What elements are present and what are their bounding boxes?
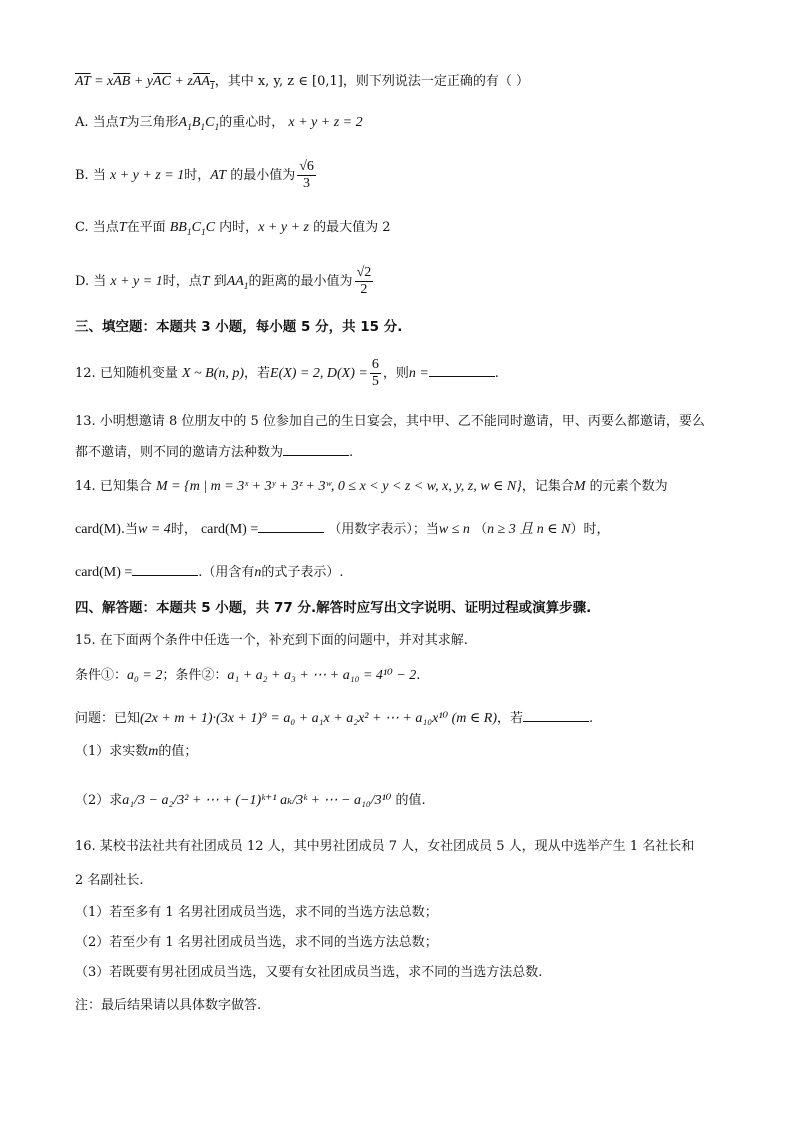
option-a — [75, 113, 754, 138]
fraction-numerator: 6 — [371, 357, 379, 372]
fraction — [370, 357, 381, 390]
condition: E(X) = 2, D(X) = — [270, 366, 368, 381]
equation: x + y + z = 2 — [288, 115, 363, 130]
option-text: 当点 — [92, 115, 119, 130]
question-text: （用数字表示）；当 — [328, 522, 439, 537]
option-text: 当 — [92, 168, 106, 183]
question-text: 的值； — [158, 744, 198, 759]
point-t: T — [201, 274, 210, 289]
option-d — [75, 262, 754, 307]
alternating-sum: a₁/3 − a₂/3² + ⋯ + (−1)ᵏ⁺¹ aₖ/3ᵏ + ⋯ − a₁₀/3¹⁰ — [122, 793, 392, 808]
question-text: .当 — [120, 522, 139, 537]
option-b — [75, 156, 754, 196]
option-c — [75, 218, 754, 243]
condition: w = 4 — [138, 522, 171, 537]
card-expression: card(M) = — [75, 565, 133, 580]
variable-m: m — [148, 744, 159, 759]
option-text: 的重心时， — [219, 115, 285, 130]
question-text: 的元素个数为 — [589, 479, 668, 494]
question-text: ，则 — [382, 366, 409, 381]
option-text: 在平面 — [126, 220, 166, 235]
vector-condition-text: ，其中 x, y, z ∈ [0,1]，则下列说法一定正确的有（ ） — [214, 74, 529, 89]
question-16-note: 注：最后结果请以具体数字做答. — [75, 998, 262, 1013]
question-text: . — [416, 668, 421, 683]
question-text: （2）求 — [75, 793, 123, 808]
question-13-line-1: 13. 小明想邀请 8 位朋友中的 5 位参加自己的生日宴会，其中甲、乙不能同时邀请，甲、丙要么都邀请，要么 — [75, 414, 705, 429]
question-text: 问题：已知 — [75, 711, 141, 726]
card-expression: card(M) = — [200, 522, 259, 537]
option-letter: A. — [75, 115, 89, 130]
question-text: 的式子表示）. — [261, 565, 344, 580]
option-text: 的最大值为 2 — [313, 220, 391, 235]
question-text: . — [589, 711, 594, 726]
question-text: .（用含有 — [198, 565, 255, 580]
section-4-title: 四、解答题：本题共 5 小题，共 77 分.解答时应写出文字说明、证明过程或演算步骤. — [75, 600, 592, 616]
question-15-part-1 — [75, 742, 754, 762]
point-t: T — [118, 115, 127, 130]
question-16-part-2: （2）若至少有 1 名男社团成员当选，求不同的当选方法总数； — [75, 935, 438, 950]
answer-blank[interactable] — [429, 362, 495, 377]
triangle-name: $A_1B_1C_1$ — [178, 115, 220, 133]
option-text: 时，点 — [162, 274, 202, 289]
question-16-part-3: （3）若既要有男社团成员当选，又要有女社团成员当选，求不同的当选方法总数. — [75, 965, 543, 980]
option-letter: C. — [75, 220, 89, 235]
card-expression: card(M) — [75, 522, 121, 537]
condition-2: a₁ + a₂ + a₃ + ⋯ + a₁₀ = 4¹⁰ − 2 — [227, 668, 417, 683]
question-15-part-2 — [75, 781, 754, 821]
condition: w ≤ n — [438, 522, 470, 537]
option-text: 到 — [213, 274, 227, 289]
fraction-denominator: 5 — [371, 374, 379, 389]
option-text: 为三角形 — [126, 115, 179, 130]
question-text: （ — [474, 522, 488, 537]
option-text: 当点 — [92, 220, 119, 235]
question-14-line-1 — [75, 477, 754, 497]
segment: AT — [210, 168, 227, 183]
question-15-conditions — [75, 666, 754, 686]
question-16-part-1: （1）若至多有 1 名男社团成员当选，求不同的当选方法总数； — [75, 905, 438, 920]
variable-n: n — [254, 565, 262, 580]
fraction-denominator: 3 — [303, 176, 311, 191]
fraction — [297, 159, 316, 192]
condition: x + y + z = 1 — [109, 168, 185, 183]
answer-blank[interactable] — [523, 707, 589, 722]
question-text: 都不邀请，则不同的邀请方法种数为 — [75, 445, 284, 460]
question-text: ）时， — [570, 522, 610, 537]
condition: n ≥ 3 且 n ∈ N — [487, 522, 571, 537]
question-14-line-2 — [75, 518, 754, 540]
question-text: （1）求实数 — [75, 744, 149, 759]
question-text: ；条件②： — [162, 668, 228, 683]
question-number: 14. — [75, 479, 96, 494]
fraction-denominator: 2 — [360, 282, 368, 297]
line-name: $AA_1$ — [226, 274, 249, 292]
option-letter: B. — [75, 168, 89, 183]
fraction — [355, 265, 374, 298]
question-16-line-2: 2 名副社长. — [75, 873, 144, 888]
vector-condition-line — [75, 72, 754, 97]
question-text: . — [494, 366, 499, 381]
question-text: 已知集合 — [99, 479, 152, 494]
distribution: X ~ B(n, p) — [181, 366, 244, 381]
set-definition: M = {m | m = 3ˣ + 3ʸ + 3ᶻ + 3ʷ, 0 ≤ x < y < z < w, x, y, z, w ∈ N} — [155, 479, 522, 494]
question-text: . — [349, 445, 354, 460]
option-text: 当 — [93, 274, 107, 289]
point-t: T — [118, 220, 127, 235]
question-text: ，若 — [496, 711, 523, 726]
option-text: 时， — [184, 168, 211, 183]
question-text: 已知随机变量 — [99, 366, 178, 381]
question-15-problem — [75, 707, 754, 729]
question-16-line-1: 16. 某校书法社共有社团成员 12 人，其中男社团成员 7 人，女社团成员 5 人，现从中选举产生 1 名社长和 — [75, 839, 695, 854]
condition-1: a₀ = 2 — [127, 668, 163, 683]
expansion-identity: (2x + m + 1)·(3x + 1)⁹ = a₀ + a₁x + a₂x² + ⋯ + a₁₀x¹⁰ (m ∈ R) — [140, 711, 497, 726]
answer-blank-1[interactable] — [258, 518, 324, 533]
set-name: M — [573, 479, 586, 494]
option-text: 的最小值为 — [230, 168, 296, 183]
question-12 — [75, 354, 754, 394]
question-text: 时， — [170, 522, 197, 537]
question-text: ，记集合 — [521, 479, 574, 494]
option-letter: D. — [75, 274, 90, 289]
unknown: n = — [408, 366, 429, 381]
question-text: 条件①： — [75, 668, 128, 683]
plane-name: $BB_1C_1C$ — [169, 220, 216, 238]
question-14-line-3 — [75, 561, 754, 583]
option-text: 内时， — [219, 220, 259, 235]
fraction-numerator: √6 — [299, 159, 314, 174]
answer-blank-2[interactable] — [132, 561, 198, 576]
question-text: ，若 — [244, 366, 271, 381]
question-number: 12. — [75, 366, 96, 381]
condition: x + y = 1 — [110, 274, 163, 289]
section-3-title: 三、填空题：本题共 3 小题，每小题 5 分，共 15 分. — [75, 319, 403, 335]
question-13-line-2 — [75, 441, 754, 463]
vector-equation: $\overline{AT} = x\overline{AB} + y\overline{AC} + zAA_1$ — [75, 74, 215, 92]
expression: x + y + z — [258, 220, 309, 235]
question-15-line-1: 15. 在下面两个条件中任选一个，补充到下面的问题中，并对其求解. — [75, 633, 468, 648]
answer-blank[interactable] — [283, 441, 349, 456]
question-text: 的值. — [395, 793, 426, 808]
fraction-numerator: √2 — [356, 265, 372, 280]
option-text: 的距离的最小值为 — [248, 274, 353, 289]
